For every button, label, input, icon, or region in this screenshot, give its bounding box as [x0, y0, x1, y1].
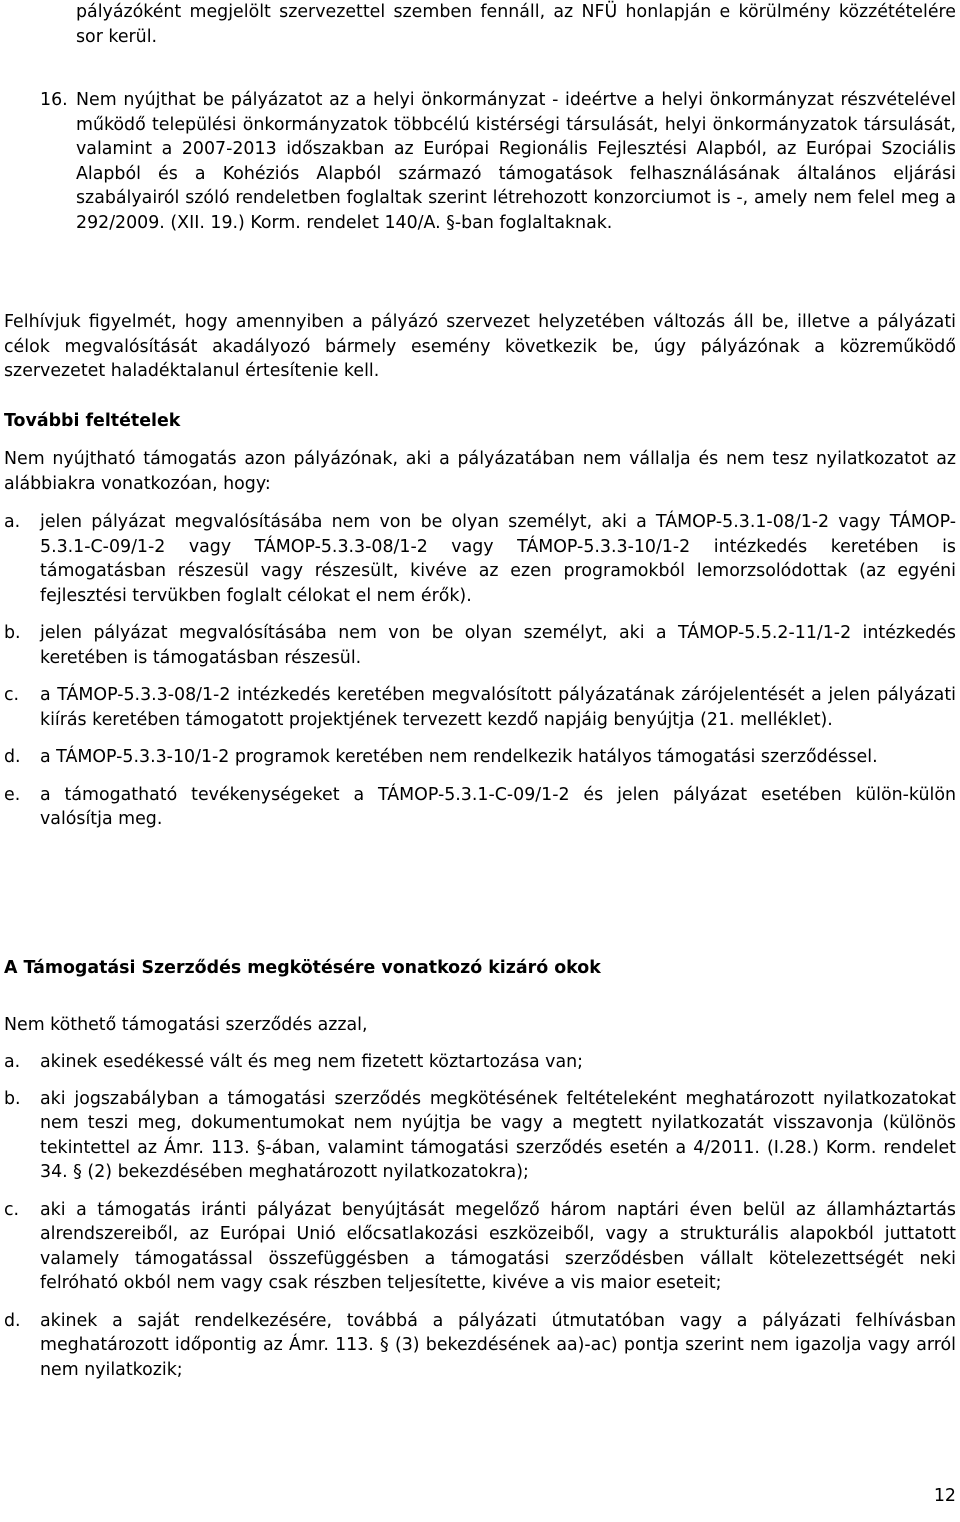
list-item — [4, 1087, 956, 1185]
list-item-label: e. — [4, 784, 21, 805]
list-item-text: aki a támogatás iránti pályázat benyújtását megelőző három naptári éven belül az államháztartás alrendszereiből, az Európai Unió előcsatlakozási eszközeiből, vagy a strukturális alapokból juttatott valamely támogatással összefüggésben a támogatási szerződésben vállalt kötelezettségét neki felróható okból nem vagy csak részben teljesítette, kivéve a vis maior eseteit; — [40, 1199, 956, 1293]
list-item-text: akinek esedékessé vált és meg nem fizetett köztartozása van; — [40, 1052, 584, 1072]
further-conditions-heading: További feltételek — [4, 411, 181, 431]
item-16 — [40, 88, 956, 235]
further-conditions-list — [4, 510, 956, 832]
list-item-text: a TÁMOP-5.3.3-08/1-2 intézkedés keretében megvalósított pályázatának zárójelentését a jelen pályázati kiírás keretében támogatott projektjének tervezett kezdő napjáig benyújtja (21. melléklet). — [40, 685, 956, 730]
list-item — [4, 1198, 956, 1296]
intro-continuation: pályázóként megjelölt szervezettel szemben fennáll, az NFÜ honlapján e körülmény közzétételére sor kerül. — [76, 2, 956, 47]
list-item-label: c. — [4, 1199, 20, 1220]
list-item-label: a. — [4, 1052, 21, 1072]
list-item — [4, 783, 956, 832]
list-item-text: a támogatható tevékenységeket a TÁMOP-5.3.1-C-09/1-2 és jelen pályázat esetében külön-külön valósítja meg. — [40, 784, 956, 829]
list-item-text: jelen pályázat megvalósításába nem von be olyan személyt, aki a TÁMOP-5.5.2-11/1-2 intézkedés keretében is támogatásban részesül. — [40, 623, 956, 668]
list-item-text: aki jogszabályban a támogatási szerződés megkötésének feltételeként meghatározott nyilatkozatokat nem teszi meg, dokumentumokat nem nyújtja be vagy a megtett nyilatkozatát visszavonja (különös tekintettel az Ámr. 113. §-ában, valamint támogatási szerződés esetén a 4/2011. (I.28.) Korm. rendelet 34. § (2) bekezdésében meghatározott nyilatkozatokra); — [40, 1088, 956, 1182]
list-item — [4, 683, 956, 732]
notice-paragraph: Felhívjuk figyelmét, hogy amennyiben a pályázó szervezet helyzetében változás áll be, illetve a pályázati célok megvalósítását akadályozó bármely esemény következik be, úgy pályázónak a közreműködő szervezetet haladéktalanul értesítenie kell. — [4, 312, 956, 381]
list-item — [4, 745, 956, 770]
list-item-label: b. — [4, 1088, 21, 1109]
item-16-label: 16. — [40, 90, 68, 110]
item-16-text: Nem nyújthat be pályázatot az a helyi önkormányzat - ideértve a helyi önkormányzat részvételével működő települési önkormányzatok többcélú kistérségi társulását, helyi önkormányzatok társulását, valamint a 2007-2013 időszakban az Európai Regionális Fejlesztési Alapból, az Európai Szociális Alapból és a Kohéziós Alapból származó támogatások felhasználásának általános eljárási szabályairól szóló rendeletben foglaltak szerint létrehozott konzorciumot is -, amely nem felel meg a 292/2009. (XII. 19.) Korm. rendelet 140/A. §-ban foglaltaknak. — [76, 90, 956, 233]
list-item-text: akinek a saját rendelkezésére, továbbá a pályázati útmutatóban vagy a pályázati felhívásban meghatározott időpontig az Ámr. 113. § (3) bekezdésének aa)-ac) pontja szerint nem igazolja vagy arról nem nyilatkozik; — [40, 1310, 956, 1380]
exclusion-list — [4, 1050, 956, 1382]
list-item-text: a TÁMOP-5.3.3-10/1-2 programok keretében nem rendelkezik hatályos támogatási szerződéssel. — [40, 747, 878, 767]
further-conditions-intro: Nem nyújtható támogatás azon pályázónak, aki a pályázatában nem vállalja és nem tesz nyilatkozatot az alábbiakra vonatkozóan, hogy: — [4, 449, 956, 494]
exclusion-heading: A Támogatási Szerződés megkötésére vonatkozó kizáró okok — [4, 958, 601, 978]
page-number: 12 — [933, 1486, 956, 1506]
list-item — [4, 1309, 956, 1383]
list-item-label: a. — [4, 512, 21, 532]
list-item — [4, 1050, 956, 1075]
list-item-label: b. — [4, 623, 21, 643]
exclusion-intro: Nem köthető támogatási szerződés azzal, — [4, 1015, 368, 1035]
list-item-text: jelen pályázat megvalósításába nem von be olyan személyt, aki a TÁMOP-5.3.1-08/1-2 vagy TÁMOP-5.3.1-C-09/1-2 vagy TÁMOP-5.3.3-08/1-2 vagy TÁMOP-5.3.3-10/1-2 intézkedés keretében is támogatásban részesül vagy részesült, kivéve az ezen programokból lemorzsolódottak (az egyéni fejlesztési tervükben foglalt célokat el nem érők). — [40, 512, 956, 606]
list-item — [4, 621, 956, 670]
list-item-label: d. — [4, 747, 21, 767]
list-item — [4, 510, 956, 608]
list-item-label: d. — [4, 1310, 21, 1331]
list-item-label: c. — [4, 685, 20, 705]
